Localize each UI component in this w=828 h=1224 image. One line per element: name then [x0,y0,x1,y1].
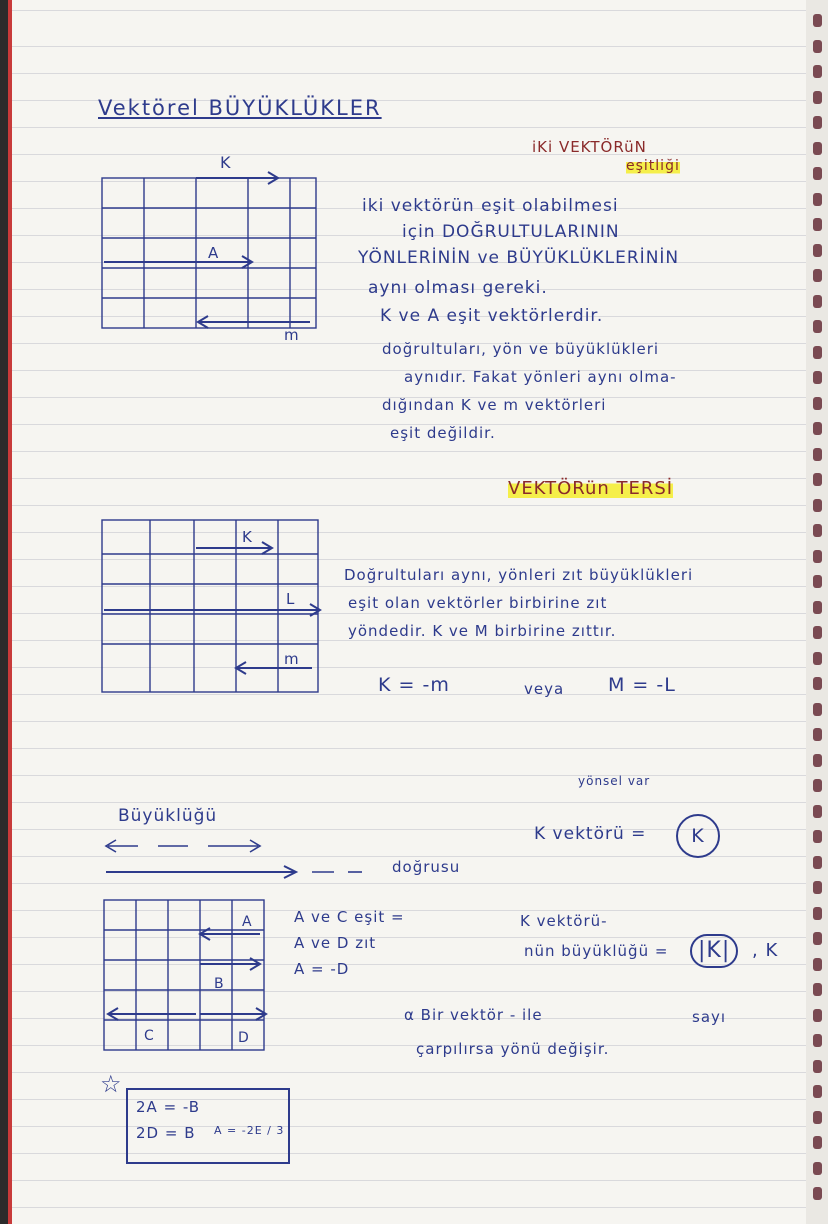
box-line-1: 2A = -B [136,1098,201,1116]
ac-equal: A ve C eşit = [294,908,405,926]
notebook-spiral [806,0,828,1224]
spiral-hole [813,1162,822,1175]
inverse-line-3: yöndedir. K ve M birbirine zıttır. [348,622,617,640]
spiral-hole [813,1136,822,1149]
a-eq-minus-d: A = -D [294,960,350,978]
spiral-hole [813,218,822,231]
inverse-line-2: eşit olan vektörler birbirine zıt [348,594,608,612]
magnitude-line-1: K vektörü- [520,912,608,930]
spiral-hole [813,193,822,206]
spiral-hole [813,1085,822,1098]
notebook-page [8,0,812,1224]
ad-opposite: A ve D zıt [294,934,377,952]
equality-line-1: iki vektörün eşit olabilmesi [362,196,619,216]
spiral-hole [813,116,822,129]
spiral-hole [813,1111,822,1124]
spiral-hole [813,1009,822,1022]
spiral-hole [813,575,822,588]
spiral-hole [813,677,822,690]
abs-k-symbol: |K| [690,934,738,968]
equality-line-8: dığından K ve m vektörleri [382,396,607,414]
equality-line-5: K ve A eşit vektörlerdir. [380,306,604,326]
equality-line-4: aynı olması gereki. [368,278,548,298]
equality-heading-2: eşitliği [626,158,680,174]
grid2-k-label: K [242,528,252,546]
spiral-hole [813,728,822,741]
spiral-hole [813,91,822,104]
spiral-hole [813,320,822,333]
grid1-m-label: m [284,326,299,340]
grid3-a-label: A [242,914,252,930]
spiral-hole [813,142,822,155]
k-vector-symbol: K [676,814,720,858]
spiral-hole [813,932,822,945]
spiral-hole [813,626,822,639]
spiral-hole [813,754,822,767]
box-line-2: 2D = B [136,1124,196,1142]
equality-heading-1: iKi VEKTÖRüN [532,138,647,156]
spiral-hole [813,601,822,614]
spiral-hole [813,652,822,665]
equality-grid [100,150,330,340]
notation-grid [100,896,280,1056]
inverse-line-1: Doğrultuları aynı, yönleri zıt büyüklükleri [344,566,694,584]
spiral-hole [813,448,822,461]
vector-notation-arrows [98,826,398,886]
spiral-hole [813,830,822,843]
equality-line-2: için DOĞRULTULARININ [402,222,620,242]
inverse-heading: VEKTÖRün TERSİ [508,478,674,499]
spiral-hole [813,958,822,971]
formula-left: K = -m [378,674,450,696]
spiral-hole [813,703,822,716]
k-vector-label: K vektörü = [534,824,647,844]
spiral-hole [813,881,822,894]
spiral-hole [813,1060,822,1073]
spiral-hole [813,269,822,282]
spiral-hole [813,550,822,563]
spiral-hole [813,346,822,359]
alpha-line-2: çarpılırsa yönü değişir. [416,1040,610,1058]
sayi-label: sayı [692,1008,727,1026]
spiral-hole [813,499,822,512]
formula-right: M = -L [608,674,676,696]
spiral-hole [813,397,822,410]
equality-line-7: aynıdır. Fakat yönleri aynı olma- [404,368,677,386]
grid2-m-label: m [284,650,299,668]
spiral-hole [813,1187,822,1200]
inverse-grid [100,518,326,698]
spiral-hole [813,779,822,792]
spiral-hole [813,371,822,384]
spiral-hole [813,856,822,869]
magnitude-line-2: nün büyüklüğü = [524,942,669,960]
k-tail: , K [752,940,779,961]
spiral-hole [813,14,822,27]
alpha-line-1: α Bir vektör - ile [404,1006,543,1024]
grid3-b-label: B [214,976,224,992]
spiral-hole [813,244,822,257]
grid2-l-label: L [286,590,295,608]
direction-label: doğrusu [392,858,461,876]
equality-line-3: YÖNLERİNİN ve BÜYÜKLÜKLERİNİN [358,248,680,268]
grid1-a-label: A [208,244,219,262]
yonsel-note: yönsel var [578,774,651,788]
star-icon: ☆ [100,1070,123,1098]
grid3-c-label: C [144,1028,154,1044]
equality-line-6: doğrultuları, yön ve büyüklükleri [382,340,660,358]
box-line-2b: A = -2E / 3 [214,1124,285,1137]
spiral-hole [813,40,822,53]
magnitude-label: Büyüklüğü [118,806,218,826]
spiral-hole [813,473,822,486]
spiral-hole [813,907,822,920]
spiral-hole [813,524,822,537]
spiral-hole [813,295,822,308]
spiral-hole [813,65,822,78]
spiral-hole [813,805,822,818]
spiral-hole [813,1034,822,1047]
formula-or: veya [524,680,565,698]
spiral-hole [813,167,822,180]
page-title: Vektörel BÜYÜKLÜKLER [98,96,382,120]
equality-line-9: eşit değildir. [390,424,496,442]
grid3-d-label: D [238,1030,249,1046]
grid1-k-label: K [220,153,231,172]
spiral-hole [813,983,822,996]
spiral-hole [813,422,822,435]
